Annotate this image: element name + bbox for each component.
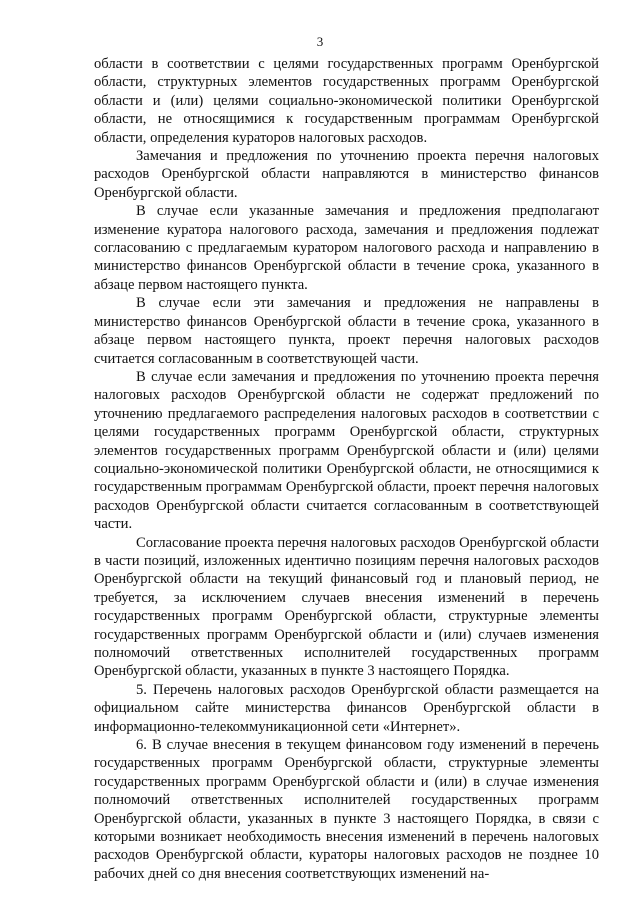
paragraph-no-proposals: В случае если замечания и предложения по уточнению проекта перечня налоговых расходов Оренбургской области не содержат предложений по уточнению предлагаемого распределения налоговых расходов в соответствии с целями государственных программ Оренбургской области, структурных элементов государственных программ Оренбургской области и (или) целями социально-экономической политики Оренбургской области, не относящимися к государственным программам Оренбургской области, проект перечня налоговых расходов Оренбургской области считается согласованным в соответствующей части. (94, 368, 599, 533)
paragraph-item-5-publication: 5. Перечень налоговых расходов Оренбургской области размещается на официальном сайте министерства финансов Оренбургской области в информационно-телекоммуникационной сети «Интернет». (94, 681, 599, 735)
paragraph-continuation: области в соответствии с целями государственных программ Оренбургской области, структурных элементов государственных программ Оренбургской области и (или) целями социально-экономической политики Оренбургской области, не относящимися к государственным программам Оренбургской области, определения кураторов налоговых расходов. (94, 56, 599, 146)
paragraph-approval-not-required: Согласование проекта перечня налоговых расходов Оренбургской области в части позиций, изложенных идентично позициям перечня налоговых расходов Оренбургской области на текущий финансовый год и плановый период, не требуется, за исключением случаев внесения изменений в перечень государственных программ Оренбургской области, структурные элементы государственных программ Оренбургской области и (или) случаев изменения полномочий ответственных исполнителей государственных программ Оренбургской области, указанных в пункте 3 настоящего Порядка. (94, 534, 600, 680)
paragraph-item-6-changes: 6. В случае внесения в текущем финансовом году изменений в перечень государственных программ Оренбургской области, структурные элементы государственных программ Оренбургской области и (или) в случае изменения полномочий ответственных исполнителей государственных программ Оренбургской области, указанных в пункте 3 настоящего Порядка, в связи с которыми возникает необходимость внесения изменений в перечень налоговых расходов Оренбургской области, кураторы налоговых расходов не позднее 10 рабочих дней со дня внесения соответствующих изменений на- (94, 737, 599, 882)
paragraph-not-sent: В случае если эти замечания и предложения не направлены в министерство финансов Оренбургской области в течение срока, указанного в абзаце первом настоящего пункта, проект перечня налоговых расходов считается согласованным в соответствующей части. (94, 295, 599, 367)
page-number: 3 (316, 34, 324, 49)
paragraph-curator-change: В случае если указанные замечания и предложения предполагают изменение куратора налогового расхода, замечания и предложения подлежат согласованию с предлагаемым куратором налогового расхода и направлению в министерство финансов Оренбургской области в течение срока, указанного в абзаце первом настоящего пункта. (94, 203, 599, 293)
document-body (94, 55, 599, 883)
paragraph-remarks-submission: Замечания и предложения по уточнению проекта перечня налоговых расходов Оренбургской области направляются в министерство финансов Оренбургской области. (94, 148, 599, 201)
